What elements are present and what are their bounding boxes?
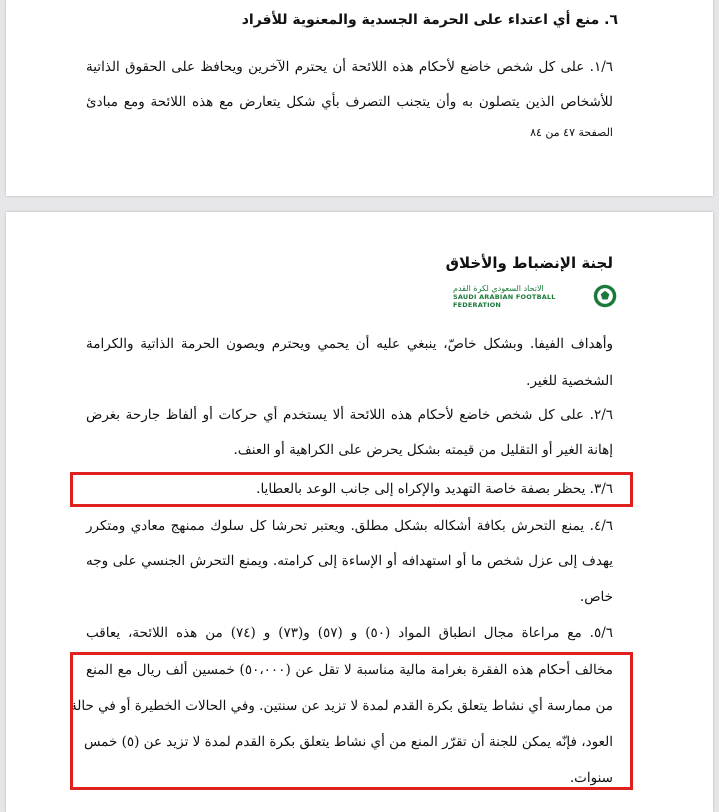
paragraph-line: خاص.	[579, 589, 613, 605]
document-page-47	[6, 0, 713, 196]
paragraph-line: إهانة الغير أو التقليل من قيمته بشكل يحرض على الكراهية أو العنف.	[233, 442, 613, 458]
paragraph-line: سنوات.	[569, 770, 613, 786]
page-number-footer: الصفحة ٤٧ من ٨٤	[530, 126, 613, 139]
logo-english-text: SAUDI ARABIAN FOOTBALL FEDERATION	[453, 292, 556, 309]
section-heading: ٦. منع أي اعتداء على الحرمة الجسدية والمعنوية للأفراد	[241, 12, 618, 28]
paragraph-line: مخالف أحكام هذه الفقرة بغرامة مالية مناسبة لا تقل عن (٥٠،٠٠٠) خمسين ألف ريال مع المنع	[86, 662, 614, 678]
football-emblem-icon	[592, 281, 618, 311]
paragraph-line: الشخصية للغير.	[526, 373, 613, 389]
paragraph-line: من ممارسة أي نشاط يتعلق بكرة القدم لمدة لا تزيد عن سنتين. وفي الحالات الخطيرة أو في حالة	[70, 698, 613, 714]
committee-header-title: لجنة الإنضباط والأخلاق	[445, 254, 613, 272]
paragraph-line: ٢/٦. على كل شخص خاضع لأحكام هذه اللائحة ألا يستخدم أي حركات أو ألفاظ جارحة بغرض	[86, 407, 613, 423]
federation-logo	[453, 280, 618, 312]
paragraph-line: ٣/٦. يحظر بصفة خاصة التهديد والإكراه إلى جانب الوعد بالعطايا.	[256, 481, 613, 497]
paragraph-line: العود، فإنّه يمكن للجنة أن تقرّر المنع من أي نشاط يتعلق بكرة القدم لمدة لا تزيد عن (٥) خمس	[83, 734, 613, 750]
paragraph-line: ٤/٦. يمنع التحرش بكافة أشكاله بشكل مطلق. ويعتبر تحرشا كل سلوك ممنهج معادي ومتكرر	[86, 518, 613, 534]
paragraph-line: وأهداف الفيفا. وبشكل خاصّ، ينبغي عليه أن يحمي ويحترم ويصون الحرمة الذاتية والكرامة	[86, 336, 613, 352]
paragraph-line: ٥/٦. مع مراعاة مجال انطباق المواد (٥٠) و (٥٧) و(٧٣) و (٧٤) من هذه اللائحة، يعاقب	[86, 625, 613, 641]
highlight-box-penalty	[70, 652, 633, 790]
highlight-box-clause-3	[70, 472, 633, 507]
paragraph-line: ١/٦. على كل شخص خاضع لأحكام هذه اللائحة أن يحترم الآخرين ويحافظ على الحقوق الذاتية	[86, 59, 613, 75]
paragraph-line: للأشخاص الذين يتصلون به وأن يتجنب التصرف بأي شكل يتعارض مع هذه اللائحة ومع مبادئ	[86, 94, 613, 110]
paragraph-line: يهدف إلى عزل شخص ما أو استهدافه أو الإساءة إلى كرامته. ويمنع التحرش الجنسي على وجه	[86, 553, 613, 569]
logo-arabic-text: الاتحاد السعودي لكرة القدم	[453, 283, 544, 293]
